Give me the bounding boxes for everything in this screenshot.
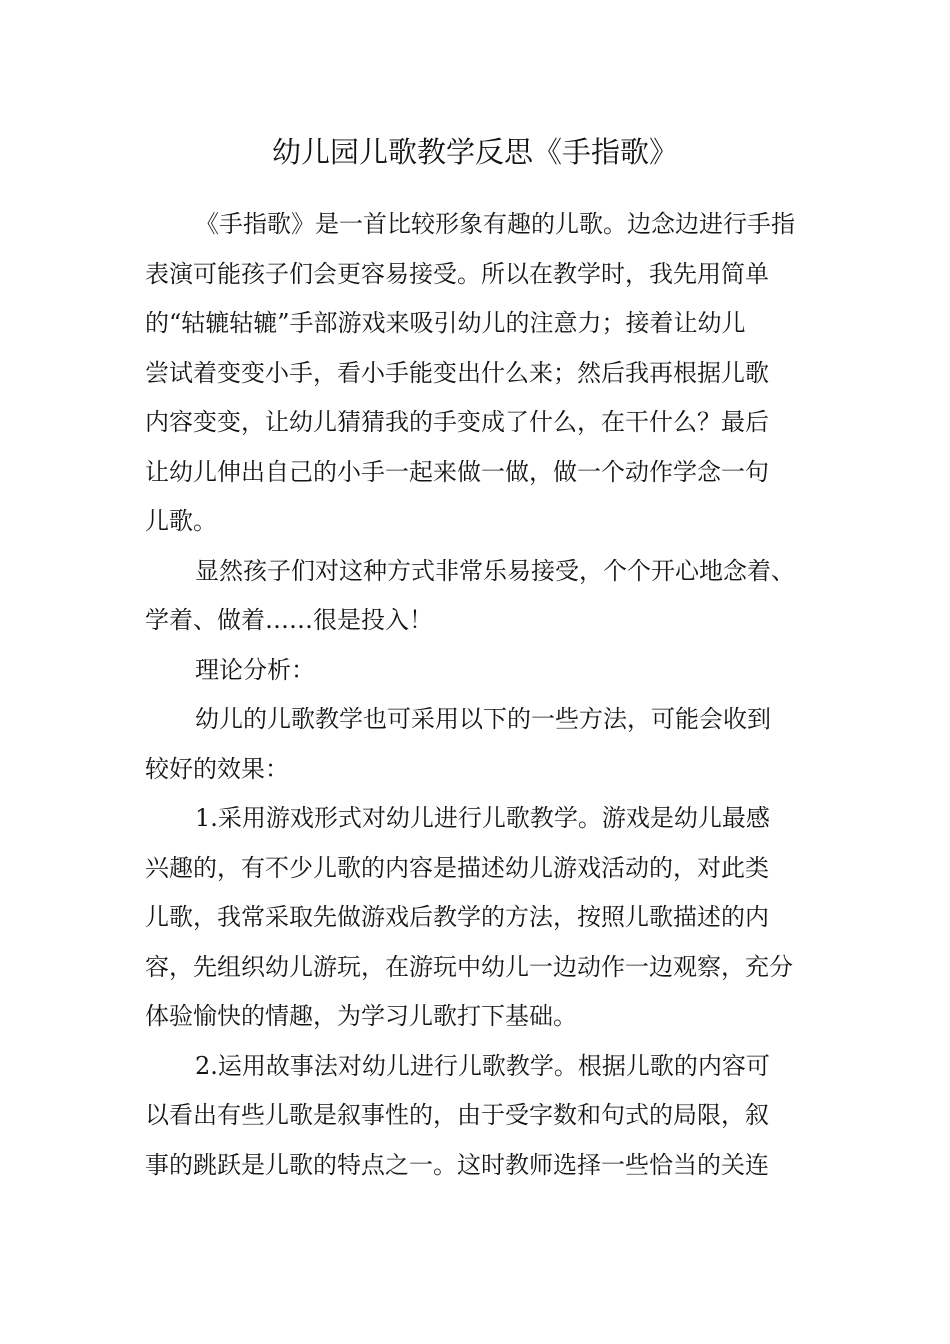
paragraph-line: 容，先组织幼儿游玩，在游玩中幼儿一边动作一边观察，充分 (145, 952, 793, 981)
document-body (145, 200, 810, 1190)
numbered-item-line: 1.采用游戏形式对幼儿进行儿歌教学。游戏是幼儿最感 (195, 804, 770, 832)
section-heading: 理论分析： (195, 655, 315, 684)
paragraph-line: 兴趣的，有不少儿歌的内容是描述幼儿游戏活动的，对此类 (145, 853, 769, 882)
paragraph-line: 让幼儿伸出自己的小手一起来做一做，做一个动作学念一句 (145, 457, 769, 486)
paragraph-line: 体验愉快的情趣，为学习儿歌打下基础。 (145, 1002, 577, 1030)
paragraph-line: 的“轱辘轱辘”手部游戏来吸引幼儿的注意力；接着让幼儿 (145, 309, 746, 337)
paragraph-line: 儿歌。 (145, 507, 217, 535)
paragraph-line: 儿歌，我常采取先做游戏后教学的方法，按照儿歌描述的内 (145, 903, 769, 931)
paragraph-line: 表演可能孩子们会更容易接受。所以在教学时，我先用简单 (145, 259, 769, 288)
paragraph-line: 显然孩子们对这种方式非常乐易接受，个个开心地念着、 (195, 556, 795, 585)
paragraph-line: 以看出有些儿歌是叙事性的，由于受字数和句式的局限，叙 (145, 1101, 769, 1129)
paragraph-line: 《手指歌》是一首比较形象有趣的儿歌。边念边进行手指 (195, 210, 795, 238)
paragraph-line: 较好的效果： (145, 754, 289, 783)
paragraph-line: 事的跳跃是儿歌的特点之一。这时教师选择一些恰当的关连 (145, 1150, 769, 1179)
numbered-item-line: 2.运用故事法对幼儿进行儿歌教学。根据儿歌的内容可 (195, 1051, 770, 1080)
paragraph-line: 学着、做着……很是投入！ (145, 606, 433, 634)
paragraph-line: 尝试着变变小手，看小手能变出什么来；然后我再根据儿歌 (145, 358, 769, 387)
paragraph-line: 内容变变，让幼儿猜猜我的手变成了什么，在干什么？最后 (145, 408, 769, 436)
paragraph-line: 幼儿的儿歌教学也可采用以下的一些方法，可能会收到 (195, 705, 771, 733)
page-title: 幼儿园儿歌教学反思《手指歌》 (271, 135, 678, 169)
